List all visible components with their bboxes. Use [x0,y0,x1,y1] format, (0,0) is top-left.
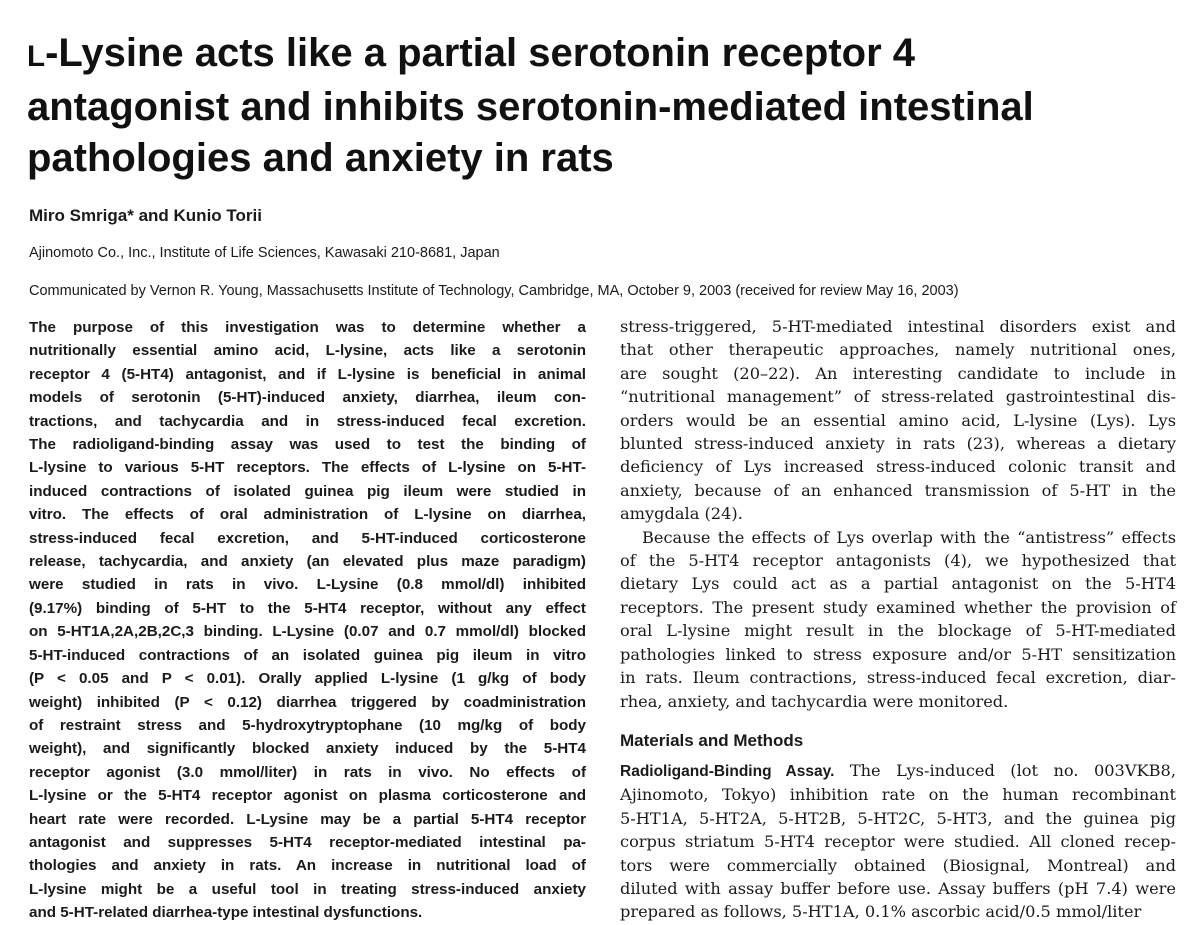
abstract-line: were studied in rats in vivo. L-Lysine (0.8 mmol/dl) inhibited [29,576,586,594]
section-heading: Materials and Methods [620,730,804,750]
title-line-3: pathologies and anxiety in rats [27,136,614,180]
authors: Miro Smriga* and Kunio Torii [29,206,262,225]
abstract-line: weight) inhibited (P < 0.12) diarrhea triggered by coadministration [29,693,586,711]
affiliation: Ajinomoto Co., Inc., Institute of Life Sciences, Kawasaki 210-8681, Japan [29,245,500,261]
abstract [29,316,586,925]
intro-line: anxiety, because of an enhanced transmission of 5-HT in the [620,480,1176,500]
abstract-line: receptor agonist (3.0 mmol/liter) in rats in vivo. No effects of [29,763,586,781]
intro-line: stress-triggered, 5-HT-mediated intestinal disorders exist and [620,317,1176,336]
methods-paragraph [620,759,1176,924]
right-column [620,315,1176,924]
methods-line: Ajinomoto, Tokyo) inhibition rate on the human recombinant [620,785,1176,805]
intro-line: “nutritional management” of stress-related gastrointestinal dis- [620,387,1176,407]
intro-line: blunted stress-induced anxiety in rats (23), whereas a dietary [620,434,1176,454]
abstract-line: nutritionally essential amino acid, L-lysine, acts like a serotonin [29,342,586,360]
abstract-line: of restraint stress and 5-hydroxytryptophane (10 mg/kg of body [29,716,586,734]
abstract-line: on 5-HT1A,2A,2B,2C,3 binding. L-Lysine (0.07 and 0.7 mmol/dl) blocked [29,623,586,641]
abstract-line: models of serotonin (5-HT)-induced anxiety, diarrhea, ileum con- [29,389,586,407]
abstract-line: tractions, and tachycardia and in stress-induced fecal excretion. [29,412,586,430]
abstract-line: The radioligand-binding assay was used to test the binding of [29,436,586,454]
intro-line: in rats. Ileum contractions, stress-induced fecal excretion, diar- [620,668,1176,688]
intro-line: are sought (20–22). An interesting candidate to include in [620,363,1176,383]
abstract-line: L-lysine might be a useful tool in treating stress-induced anxiety [29,880,586,898]
title-line-1: -Lysine acts like a partial serotonin receptor 4 [45,31,916,75]
intro-line: amygdala (24). [620,504,743,524]
abstract-line: release, tachycardia, and anxiety (an elevated plus maze paradigm) [29,553,586,571]
intro-line: rhea, anxiety, and tachycardia were monitored. [620,691,1009,711]
intro-line: oral L-lysine might result in the blockage of 5-HT-mediated [620,621,1176,641]
intro-line: pathologies linked to stress exposure and/or 5-HT sensitization [620,644,1176,664]
communicated-by: Communicated by Vernon R. Young, Massachusetts Institute of Technology, Cambridge, MA, October 9, 2003 (received for review May 16, 2003) [29,283,959,299]
methods-line [620,759,1176,783]
paragraph-run-in-heading: Radioligand-Binding Assay. [620,762,835,780]
title-line-2: antagonist and inhibits serotonin-mediated intestinal [27,85,1034,129]
abstract-line: The purpose of this investigation was to determine whether a [29,319,586,336]
abstract-line: L-lysine or the 5-HT4 receptor agonist on plasma corticosterone and [29,787,586,805]
abstract-line: heart rate were recorded. L-Lysine may be a partial 5-HT4 receptor [29,810,586,828]
intro-line: Because the effects of Lys overlap with the “antistress” effects [642,527,1176,547]
intro-line: that other therapeutic approaches, namely nutritional ones, [620,340,1176,360]
abstract-line: vitro. The effects of oral administration of L-lysine on diarrhea, [29,506,586,524]
intro-paragraph-1 [620,315,1176,526]
abstract-line: antagonist and suppresses 5-HT4 receptor-mediated intestinal pa- [29,833,586,851]
article-title [27,28,1187,184]
intro-line: deficiency of Lys increased stress-induced colonic transit and [620,457,1176,477]
paragraph-text: The Lys-induced (lot no. 003VKB8, [834,760,1176,780]
intro-paragraph-2 [620,526,1176,713]
methods-line: corpus striatum 5-HT4 receptor were studied. All cloned recep- [620,832,1176,852]
methods-line: prepared as follows, 5-HT1A, 0.1% ascorbic acid/0.5 mmol/liter [620,902,1142,922]
title-small-cap: L [27,40,46,73]
intro-line: dietary Lys could act as a partial antagonist on the 5-HT4 [620,574,1176,594]
abstract-line: induced contractions of isolated guinea pig ileum were studied in [29,482,586,500]
abstract-line: (9.17%) binding of 5-HT to the 5-HT4 receptor, without any effect [29,599,586,617]
abstract-line: thologies and anxiety in rats. An increase in nutritional load of [29,857,586,875]
intro-line: of the 5-HT4 receptor antagonists (4), we hypothesized that [620,551,1176,571]
methods-line: 5-HT1A, 5-HT2A, 5-HT2B, 5-HT2C, 5-HT3, and the guinea pig [620,808,1176,828]
intro-line: receptors. The present study examined whether the provision of [620,597,1176,617]
abstract-line: (P < 0.05 and P < 0.01). Orally applied L-lysine (1 g/kg of body [29,670,586,688]
methods-line: diluted with assay buffer before use. Assay buffers (pH 7.4) were [620,878,1176,898]
abstract-line: L-lysine to various 5-HT receptors. The effects of L-lysine on 5-HT- [29,459,586,477]
intro-line: orders would be an essential amino acid, L-lysine (Lys). Lys [620,410,1176,430]
abstract-line: and 5-HT-related diarrhea-type intestinal dysfunctions. [29,904,423,922]
abstract-line: receptor 4 (5-HT4) antagonist, and if L-lysine is beneficial in animal [29,365,586,383]
abstract-line: stress-induced fecal excretion, and 5-HT-induced corticosterone [29,529,586,547]
abstract-line: 5-HT-induced contractions of an isolated guinea pig ileum in vitro [29,646,586,664]
methods-line: tors were commercially obtained (Biosignal, Montreal) and [620,855,1176,875]
abstract-line: weight), and significantly blocked anxiety induced by the 5-HT4 [29,740,586,758]
